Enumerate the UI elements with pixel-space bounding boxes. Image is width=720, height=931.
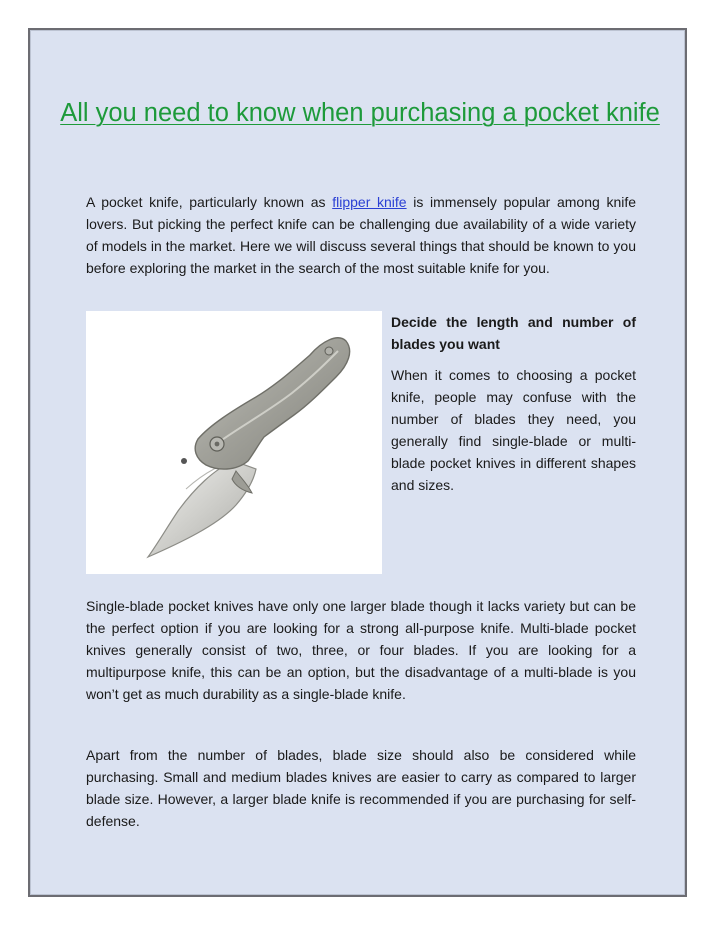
pocket-knife-icon bbox=[86, 311, 382, 574]
intro-paragraph bbox=[86, 191, 636, 279]
pocket-knife-image bbox=[86, 311, 382, 574]
section-heading: Decide the length and number of blades you want bbox=[391, 314, 636, 352]
blade-size-paragraph: Apart from the number of blades, blade size should also be considered while purchasing. Small and medium blades knives are easier to carry as compared to larger blade size. However, a larger blade knife is recommended if you are purchasing for self-defense. bbox=[86, 747, 636, 829]
blade-count-section bbox=[391, 311, 636, 496]
section-text: When it comes to choosing a pocket knife, people may confuse with the number of blades they need, you generally find single-blade or multi-blade pocket knives in different shapes and sizes. bbox=[391, 367, 636, 493]
single-blade-paragraph: Single-blade pocket knives have only one larger blade though it lacks variety but can be the perfect option if you are looking for a strong all-purpose knife. Multi-blade pocket knives generally consist of two, three, or four blades. If you are looking for a multipurpose knife, this can be an option, but the disadvantage of a multi-blade is you won’t get as much durability as a single-blade knife. bbox=[86, 598, 636, 702]
document-page bbox=[28, 28, 687, 897]
intro-text-end: is immensely popular among knife lovers. But picking the perfect knife can be challenging due availability of a wide variety of models in the market. Here we will discuss several things that should be known to you before exploring the market in the search of the most suitable knife for you. bbox=[86, 194, 637, 276]
flipper-knife-link[interactable]: flipper knife bbox=[332, 194, 407, 210]
article-title: All you need to know when purchasing a pocket knife bbox=[60, 99, 660, 127]
intro-text-start: A pocket knife, particularly known as bbox=[86, 194, 333, 210]
